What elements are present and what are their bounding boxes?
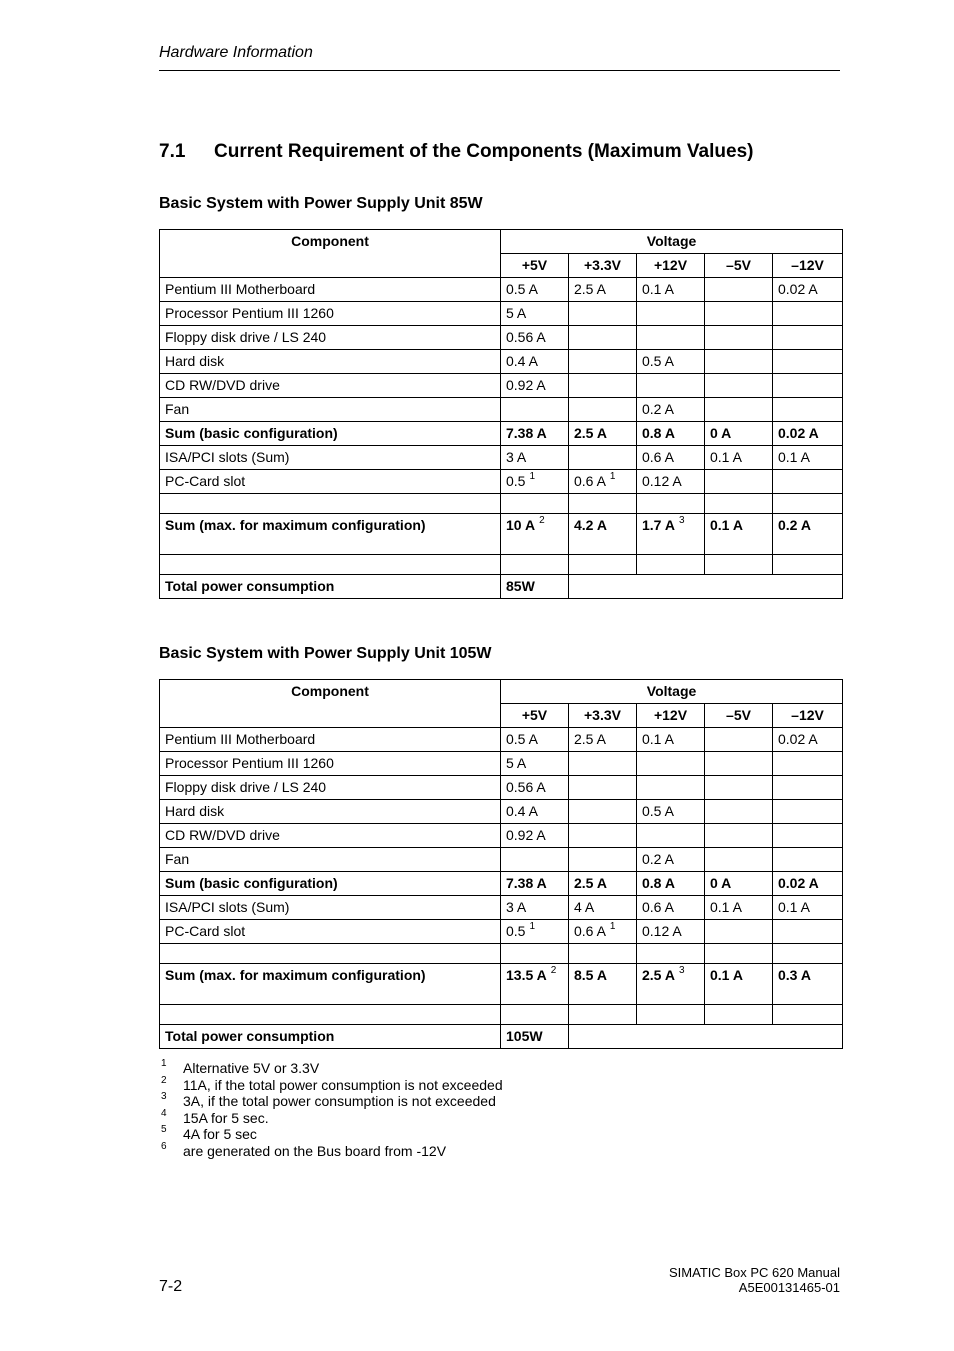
table-row [160,776,843,800]
cell-v33: 2.5 A [569,728,637,752]
row-label: Processor Pentium III 1260 [160,302,501,326]
header-rule [159,70,840,71]
footnote-ref: 3 [678,965,685,977]
cell-v5: 5 A [501,302,569,326]
cell-value: 2.5 A [642,967,675,983]
table-row [160,374,843,398]
cell-v12: 0.2 A [637,398,705,422]
cell-value: 10 A [506,517,536,533]
cell-vm12: 0.02 A [773,728,843,752]
row-label: Pentium III Motherboard [160,728,501,752]
page-number: 7-2 [159,1278,183,1295]
document-id: A5E00131465-01 [738,1280,840,1295]
cell-value: 0.5 [506,923,526,939]
footnote-ref: 1 [529,921,536,933]
cell-vm12: 0.1 A [773,446,843,470]
cell-v12: 0.1 A [637,728,705,752]
section-number: 7.1 [159,141,186,162]
cell-v33: 2.5 A [569,422,637,446]
sum-max-row [160,514,843,555]
table-row [160,350,843,374]
cell-vm5 [705,776,773,800]
component-header: Component [160,230,501,278]
running-header: Hardware Information [159,44,313,61]
cell-vm5 [705,398,773,422]
cell-vm12 [773,350,843,374]
cell-vm5: 0.1 A [705,514,773,555]
cell-v5 [501,848,569,872]
cell-vm5: 0.1 A [705,446,773,470]
voltage-col-header: +3.3V [569,254,637,278]
footnote-text: Alternative 5V or 3.3V [183,1060,320,1076]
total-value: 85W [501,575,569,599]
cell-v12: 0.2 A [637,848,705,872]
footnote-number: 3 [161,1091,167,1103]
cell-vm12 [773,374,843,398]
cell-v33 [569,326,637,350]
cell-v33 [569,398,637,422]
row-label: CD RW/DVD drive [160,374,501,398]
cell-vm12 [773,302,843,326]
cell-vm12 [773,776,843,800]
cell-v5: 0.5 A [501,728,569,752]
cell-v5: 0.92 A [501,374,569,398]
cell-v5: 0.4 A [501,800,569,824]
cell-vm5 [705,728,773,752]
table-row [160,302,843,326]
cell-v33: 8.5 A [569,964,637,1005]
row-label: Hard disk [160,800,501,824]
cell-v33 [569,800,637,824]
cell-value: 0.5 [506,473,526,489]
cell-vm5 [705,350,773,374]
footnote-number: 6 [161,1140,167,1152]
cell-vm5 [705,278,773,302]
cell-v5 [501,470,569,494]
cell-v12: 0.12 A [637,470,705,494]
sum-max-row [160,964,843,1005]
cell-vm12 [773,398,843,422]
cell-vm5 [705,752,773,776]
total-row [160,575,843,599]
voltage-header: Voltage [501,680,843,704]
cell-vm12 [773,848,843,872]
total-value: 105W [501,1025,569,1049]
table-row [160,728,843,752]
row-label: Fan [160,848,501,872]
cell-vm12: 0.02 A [773,422,843,446]
cell-v12: 0.6 A [637,896,705,920]
cell-v5: 0.56 A [501,326,569,350]
row-label: Floppy disk drive / LS 240 [160,326,501,350]
spacer-row [160,1005,843,1025]
table-105w [159,679,843,1049]
spacer-row [160,494,843,514]
row-label: Total power consumption [160,1025,501,1049]
footnote-number: 2 [161,1074,167,1086]
isa-row [160,896,843,920]
cell-v5: 7.38 A [501,422,569,446]
table-row [160,752,843,776]
cell-v33 [569,374,637,398]
table-105w-title: Basic System with Power Supply Unit 105W [159,645,492,662]
cell-v5: 0.56 A [501,776,569,800]
table-85w [159,229,843,599]
table-row [160,800,843,824]
spacer-row [160,944,843,964]
cell-v33 [569,446,637,470]
table-row [160,824,843,848]
cell-vm12 [773,752,843,776]
voltage-header: Voltage [501,230,843,254]
footnote-text: 3A, if the total power consumption is not exceeded [183,1093,496,1110]
cell-v5: 7.38 A [501,872,569,896]
cell-v12: 0.8 A [637,872,705,896]
cell-value: 13.5 A [506,967,547,983]
footnote-number: 5 [161,1124,167,1136]
cell-vm5: 0.1 A [705,964,773,1005]
footnote-number: 4 [161,1107,167,1119]
cell-v5 [501,964,569,1005]
cell-vm5 [705,302,773,326]
cell-vm5: 0 A [705,872,773,896]
cell-vm5: 0.1 A [705,896,773,920]
voltage-col-header: +12V [637,254,705,278]
cell-v33: 2.5 A [569,872,637,896]
cell-v12 [637,302,705,326]
cell-vm12: 0.02 A [773,278,843,302]
cell-v33: 2.5 A [569,278,637,302]
cell-vm12 [773,326,843,350]
row-label: PC-Card slot [160,470,501,494]
component-header: Component [160,680,501,728]
cell-vm5 [705,470,773,494]
footnote-ref: 1 [609,471,616,483]
pc-card-row [160,920,843,944]
cell-v12 [637,374,705,398]
table-85w-title: Basic System with Power Supply Unit 85W [159,195,483,212]
voltage-col-header: +3.3V [569,704,637,728]
voltage-col-header: +12V [637,704,705,728]
cell-vm5 [705,326,773,350]
cell-vm5 [705,800,773,824]
section-title [159,141,753,163]
footnote-text: are generated on the Bus board from -12V [183,1142,447,1159]
cell-vm5 [705,374,773,398]
cell-v12 [637,824,705,848]
cell-v12: 0.6 A [637,446,705,470]
footnote-text: 4A for 5 sec [183,1126,257,1143]
cell-vm5 [705,824,773,848]
cell-v5 [501,398,569,422]
row-label: Total power consumption [160,575,501,599]
footnote-text: 11A, if the total power consumption is not exceeded [183,1076,503,1093]
cell-v12 [637,514,705,555]
cell-vm5: 0 A [705,422,773,446]
cell-v5: 5 A [501,752,569,776]
table-row [160,326,843,350]
cell-v12 [637,964,705,1005]
cell-v33 [569,302,637,326]
footnote-ref: 3 [678,515,685,527]
spacer-row [160,555,843,575]
cell-vm5 [705,920,773,944]
cell-v12: 0.12 A [637,920,705,944]
voltage-col-header: +5V [501,704,569,728]
cell-vm12: 0.1 A [773,896,843,920]
cell-v12 [637,326,705,350]
footnote-ref: 2 [550,965,557,977]
cell-v33: 4.2 A [569,514,637,555]
cell-v33 [569,470,637,494]
cell-v5: 0.5 A [501,278,569,302]
pc-card-row [160,470,843,494]
cell-v33 [569,350,637,374]
voltage-col-header: –12V [773,704,843,728]
sum-basic-row [160,422,843,446]
isa-row [160,446,843,470]
cell-value: 1.7 A [642,517,675,533]
voltage-col-header: –5V [705,704,773,728]
cell-v5 [501,514,569,555]
row-label: Fan [160,398,501,422]
cell-v33 [569,920,637,944]
row-label: Floppy disk drive / LS 240 [160,776,501,800]
cell-v33: 4 A [569,896,637,920]
cell-vm5 [705,848,773,872]
row-label: ISA/PCI slots (Sum) [160,896,501,920]
footnote-ref: 2 [539,515,545,527]
cell-v5: 3 A [501,896,569,920]
cell-v33 [569,752,637,776]
row-label: Sum (max. for maximum configuration) [160,514,501,555]
cell-value: 0.6 A [574,473,606,489]
cell-v5 [501,920,569,944]
cell-vm12: 0.3 A [773,964,843,1005]
cell-v5: 3 A [501,446,569,470]
row-label: Hard disk [160,350,501,374]
row-label: Sum (basic configuration) [160,872,501,896]
cell-vm12 [773,800,843,824]
sum-basic-row [160,872,843,896]
voltage-col-header: +5V [501,254,569,278]
cell-v33 [569,824,637,848]
cell-v33 [569,848,637,872]
footnote-ref: 1 [609,921,616,933]
cell-vm12 [773,824,843,848]
cell-v5: 0.4 A [501,350,569,374]
cell-v33 [569,776,637,800]
table-row [160,848,843,872]
manual-title: SIMATIC Box PC 620 Manual [669,1265,840,1280]
cell-v12: 0.8 A [637,422,705,446]
voltage-col-header: –12V [773,254,843,278]
row-label: ISA/PCI slots (Sum) [160,446,501,470]
table-row [160,278,843,302]
cell-v12 [637,752,705,776]
footnote-ref: 1 [529,471,536,483]
total-empty [569,575,843,599]
row-label: Processor Pentium III 1260 [160,752,501,776]
cell-v12 [637,776,705,800]
footnote-text: 15A for 5 sec. [183,1109,269,1126]
table-row [160,398,843,422]
row-label: CD RW/DVD drive [160,824,501,848]
cell-v12: 0.5 A [637,800,705,824]
row-label: Pentium III Motherboard [160,278,501,302]
cell-vm12: 0.2 A [773,514,843,555]
row-label: PC-Card slot [160,920,501,944]
row-label: Sum (max. for maximum configuration) [160,964,501,1005]
voltage-col-header: –5V [705,254,773,278]
cell-v12: 0.1 A [637,278,705,302]
manual-info [669,1265,840,1295]
cell-vm12 [773,920,843,944]
cell-value: 0.6 A [574,923,606,939]
total-empty [569,1025,843,1049]
cell-vm12 [773,470,843,494]
row-label: Sum (basic configuration) [160,422,501,446]
footnote-number: 1 [161,1058,167,1069]
total-row [160,1025,843,1049]
section-title-text: Current Requirement of the Components (Maximum Values) [214,141,754,162]
cell-vm12: 0.02 A [773,872,843,896]
cell-v5: 0.92 A [501,824,569,848]
cell-v12: 0.5 A [637,350,705,374]
